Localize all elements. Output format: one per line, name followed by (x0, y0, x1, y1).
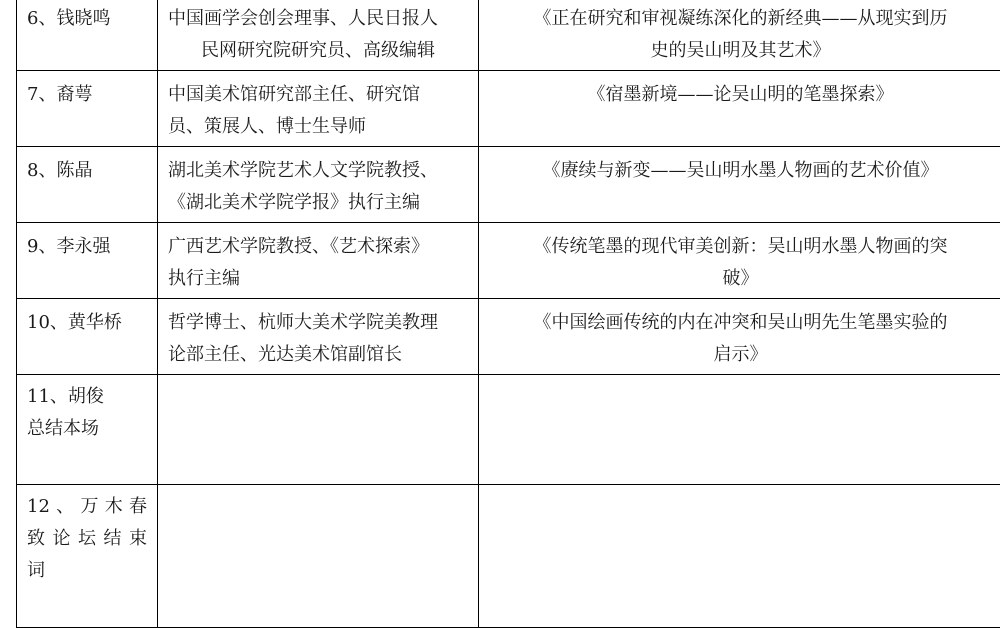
topic-line: 启示》 (489, 339, 992, 371)
topic-cell (479, 375, 1000, 485)
table-row (17, 147, 1000, 223)
speaker-cell (17, 299, 158, 375)
topic-line: 《赓续与新变——吴山明水墨人物画的艺术价值》 (489, 155, 992, 187)
table-row (17, 223, 1000, 299)
title-line: 湖北美术学院艺术人文学院教授、 (168, 155, 468, 187)
title-cell (158, 223, 479, 299)
speaker-line: 词 (27, 555, 147, 587)
forum-speaker-table (16, 0, 1000, 628)
speaker-cell (17, 485, 158, 628)
title-line: 哲学博士、杭师大美术学院美教理 (168, 307, 468, 339)
speaker-name: 10、黄华桥 (27, 312, 122, 333)
speaker-cell (17, 375, 158, 485)
table-row (17, 0, 1000, 71)
title-cell (158, 147, 479, 223)
topic-cell (479, 0, 1000, 71)
title-line: 员、策展人、博士生导师 (168, 111, 468, 143)
table-row (17, 71, 1000, 147)
topic-line: 《正在研究和审视凝练深化的新经典——从现实到历 (489, 3, 992, 35)
speaker-cell (17, 71, 158, 147)
title-cell (158, 375, 479, 485)
speaker-line: 总结本场 (27, 413, 147, 445)
title-line: 中国美术馆研究部主任、研究馆 (168, 79, 468, 111)
title-line: 民网研究院研究员、高级编辑 (168, 35, 468, 67)
speaker-line: 11、胡俊 (27, 381, 147, 413)
topic-line: 史的吴山明及其艺术》 (489, 35, 992, 67)
topic-line: 《传统笔墨的现代审美创新：吴山明水墨人物画的突 (489, 231, 992, 263)
topic-cell (479, 147, 1000, 223)
speaker-cell (17, 147, 158, 223)
title-line: 中国画学会创会理事、人民日报人 (168, 3, 468, 35)
speaker-cell (17, 0, 158, 71)
speaker-name: 8、陈晶 (27, 160, 92, 181)
title-cell (158, 485, 479, 628)
title-cell (158, 71, 479, 147)
topic-line: 《宿墨新境——论吴山明的笔墨探索》 (489, 79, 992, 111)
topic-cell (479, 485, 1000, 628)
title-cell (158, 0, 479, 71)
speaker-line: 致论坛结束 (27, 523, 147, 555)
title-line: 广西艺术学院教授、《艺术探索》 (168, 231, 468, 263)
speaker-name: 7、裔萼 (27, 84, 92, 105)
topic-line: 《中国绘画传统的内在冲突和吴山明先生笔墨实验的 (489, 307, 992, 339)
speaker-cell (17, 223, 158, 299)
title-line: 《湖北美术学院学报》执行主编 (168, 187, 468, 219)
table-row (17, 485, 1000, 628)
table-row (17, 375, 1000, 485)
speaker-name: 6、钱晓鸣 (27, 8, 110, 29)
topic-cell (479, 223, 1000, 299)
speaker-name: 9、李永强 (27, 236, 110, 257)
title-cell (158, 299, 479, 375)
topic-cell (479, 299, 1000, 375)
title-line: 论部主任、光达美术馆副馆长 (168, 339, 468, 371)
topic-cell (479, 71, 1000, 147)
title-line: 执行主编 (168, 263, 468, 295)
table-row (17, 299, 1000, 375)
speaker-line: 12、万木春 (27, 491, 147, 523)
topic-line: 破》 (489, 263, 992, 295)
